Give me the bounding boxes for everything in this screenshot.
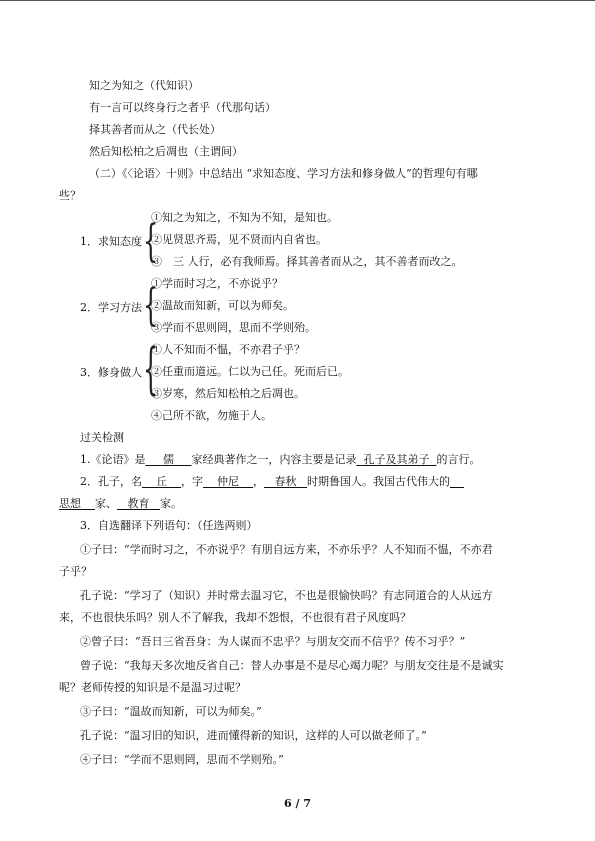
q1-mid: 家经典著作之一，内容主要是记录 xyxy=(191,453,357,466)
group-label-2: 2．学习方法 xyxy=(80,301,142,314)
translation-line-8: ③子曰：“温故而知新，可以为师矣。” xyxy=(80,705,262,718)
group-3-item-1: ①人不知而不愠，不亦君子乎？ xyxy=(151,343,305,356)
top-rule xyxy=(0,0,595,1)
q1-answer-2: 孔子及其弟子 xyxy=(363,453,430,466)
group-3-item-3: ③岁寒，然后知松柏之后凋也。 xyxy=(151,387,305,400)
q2-blank-2 xyxy=(203,475,253,488)
q1-answer-1: 儒 xyxy=(162,453,174,466)
q2-blank-3 xyxy=(264,475,307,488)
group-3-item-2: ②任重而道远。仁以为己任。死而后已。 xyxy=(151,365,349,378)
group-3-item-4: ④己所不欲，勿施于人。 xyxy=(151,409,272,422)
q2-answer-4: 思想 xyxy=(59,497,81,510)
q2-blank-1 xyxy=(142,475,181,488)
q2-prefix: 2．孔子，名 xyxy=(80,475,142,488)
q2-answer-1: 丘 xyxy=(156,475,167,488)
translation-line-1: ①子曰：“学而时习之，不亦说乎？有朋自远方来，不亦乐乎？人不知而不愠，不亦君 xyxy=(80,543,493,556)
q2-answer-5: 教育 xyxy=(127,497,150,510)
group-1-item-3: ③ 三 人行，必有我师焉。择其善者而从之，其不善者而改之。 xyxy=(151,255,463,268)
translation-line-3: 孔子说：“学习了（知识）并时常去温习它，不也是很愉快吗？有志同道合的人从远方 xyxy=(80,589,493,602)
question-2-cont xyxy=(59,496,182,512)
q1-suffix: 的言行。 xyxy=(436,453,481,466)
section-heading-cont: 些？ xyxy=(59,189,81,202)
group-2-item-2: ②温故而知新，可以为师矣。 xyxy=(151,299,294,312)
q1-prefix: 1.《论语》是 xyxy=(80,453,146,466)
q2-blank-5 xyxy=(117,497,160,510)
group-2-item-3: ③学而不思则罔，思而不学则殆。 xyxy=(151,321,316,334)
translation-line-6: 曾子说：“我每天多次地反省自己：替人办事是不是尽心竭力呢？与朋友交往是不是诚实 xyxy=(80,659,504,672)
translation-line-10: ④子曰：“学而不思则罔，思而不学则殆。” xyxy=(80,753,284,766)
note-line-2: 有一言可以终身行之者乎（代那句话） xyxy=(89,101,276,114)
check-title: 过关检测 xyxy=(80,431,124,444)
q2-mid-1: ，字 xyxy=(181,475,203,488)
group-label-3: 3．修身做人 xyxy=(80,366,142,379)
q2-answer-2: 仲尼 xyxy=(217,475,239,488)
brace-3: { xyxy=(143,337,159,402)
question-3: 3．自选翻译下列语句：（任选两则） xyxy=(80,519,258,532)
question-1 xyxy=(80,452,480,468)
translation-line-9: 孔子说：“温习旧的知识，进而懂得新的知识，这样的人可以做老师了。” xyxy=(80,729,427,742)
brace-1: { xyxy=(143,216,159,267)
section-heading: （二）《〈论语〉十则》中总结出 “求知态度、学习方法和修身做人”的哲理句有哪 xyxy=(89,167,478,180)
translation-line-7: 呢？老师传授的知识是不是温习过呢？ xyxy=(59,681,246,694)
group-label-1: 1．求知态度 xyxy=(80,235,142,248)
brace-2: { xyxy=(143,280,159,331)
note-line-3: 择其善者而从之（代长处） xyxy=(89,123,221,136)
q2-suffix: 家。 xyxy=(160,497,182,510)
note-line-1: 知之为知之（代知识） xyxy=(89,79,199,92)
q1-blank-1 xyxy=(146,453,192,466)
q2-blank-4-start xyxy=(450,475,464,488)
translation-line-2: 子乎？ xyxy=(59,565,92,578)
q1-blank-2 xyxy=(356,453,436,466)
q2-mid-2: ， xyxy=(253,475,264,488)
translation-line-5: ②曾子曰：“吾日三省吾身：为人谋而不忠乎？与朋友交而不信乎？传不习乎？” xyxy=(80,635,466,648)
q2-answer-3: 春秋 xyxy=(274,475,297,488)
translation-line-4: 来，不也很快乐吗？别人不了解我，我却不怨恨，不也很有君子风度吗？ xyxy=(59,611,411,624)
group-2-item-1: ①学而时习之，不亦说乎？ xyxy=(151,277,283,290)
q2-mid-4: 家、 xyxy=(95,497,117,510)
group-1-item-2: ②见贤思齐焉，见不贤而内自省也。 xyxy=(151,233,327,246)
group-1-item-1: ①知之为知之，不知为不知，是知也。 xyxy=(151,211,338,224)
q2-mid-3: 时期鲁国人。我国古代伟大的 xyxy=(307,475,450,488)
question-2 xyxy=(80,474,464,490)
note-line-4: 然后知松柏之后凋也（主谓间） xyxy=(89,145,243,158)
q2-blank-4 xyxy=(59,497,95,510)
page-number: 6 / 7 xyxy=(284,797,311,810)
